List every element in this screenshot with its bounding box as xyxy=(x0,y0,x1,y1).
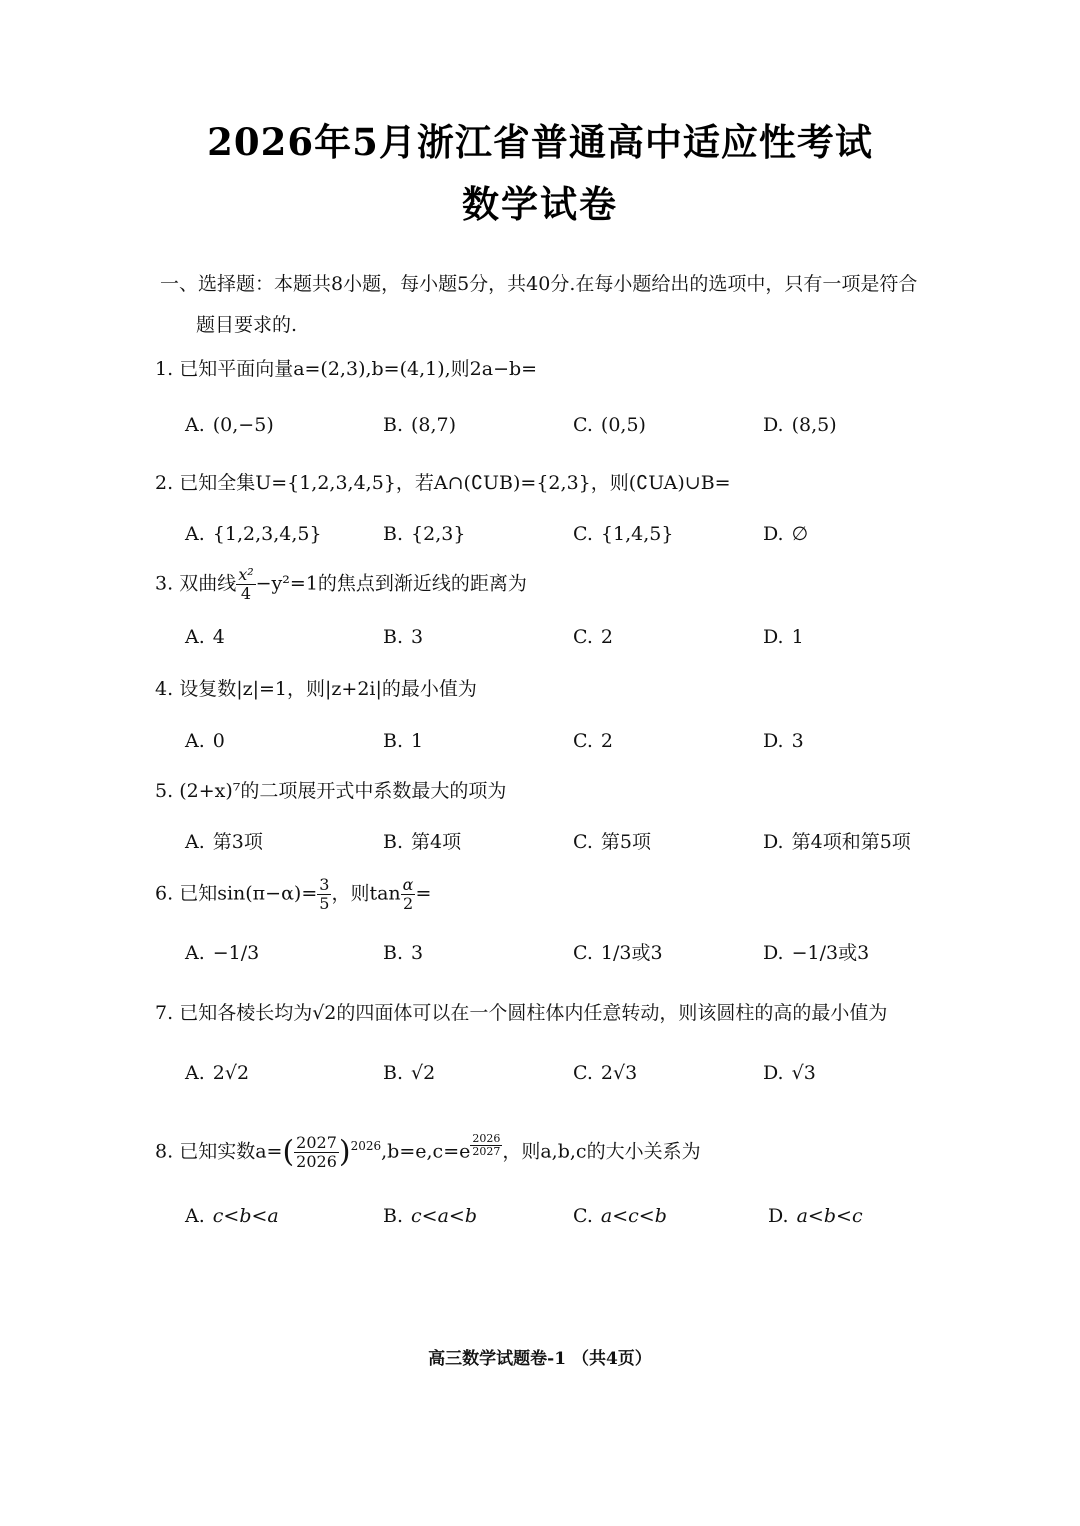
question-stem: 设复数|z|=1，则|z+2i|的最小值为 xyxy=(179,678,477,700)
option-a[interactable]: A. c<b<a xyxy=(185,1205,279,1227)
option-a[interactable]: A. {1,2,3,4,5} xyxy=(185,523,322,545)
question-stem: (2+x)⁷的二项展开式中系数最大的项为 xyxy=(179,780,507,802)
question-2-options xyxy=(0,519,1080,559)
question-number: 4. xyxy=(155,678,174,700)
question-6: 6. 已知sin(π−α)= $\frac{3}{5}$ ，则tan $\frac{\alpha}{2}$ = xyxy=(155,875,432,913)
question-number: 2. xyxy=(155,472,174,494)
question-number: 1. xyxy=(155,358,174,380)
question-5-options xyxy=(0,827,1080,867)
section-heading xyxy=(160,264,950,346)
question-number: 6. xyxy=(155,882,174,905)
question-number: 7. xyxy=(155,1002,174,1024)
section-line-2: 题目要求的. xyxy=(196,314,298,336)
option-d[interactable]: D. (8,5) xyxy=(763,414,837,436)
option-a[interactable]: A. 第3项 xyxy=(185,831,263,853)
question-4-options xyxy=(0,726,1080,766)
question-4 xyxy=(155,674,1005,704)
option-a[interactable]: A. (0,−5) xyxy=(185,414,274,436)
question-7 xyxy=(155,998,1005,1028)
option-a[interactable]: A. −1/3 xyxy=(185,942,260,964)
question-stem: 已知全集U={1,2,3,4,5}，若A∩(∁UB)={2,3}，则(∁UA)∪B= xyxy=(179,472,731,494)
question-number: 5. xyxy=(155,780,174,802)
exam-subtitle: 数学试卷 xyxy=(462,182,618,226)
option-d[interactable]: D. 第4项和第5项 xyxy=(763,831,911,853)
option-c[interactable]: C. 2√3 xyxy=(573,1062,638,1084)
option-c[interactable]: C. 第5项 xyxy=(573,831,651,853)
question-7-options xyxy=(0,1058,1080,1098)
option-d[interactable]: D. 3 xyxy=(763,730,804,752)
exam-title: 2026年5月浙江省普通高中适应性考试 xyxy=(207,120,873,164)
option-b[interactable]: B. 1 xyxy=(383,730,424,752)
fraction: $\frac{\alpha}{2}$ xyxy=(402,875,414,913)
question-1-options xyxy=(0,410,1080,450)
question-2 xyxy=(155,468,1005,498)
option-c[interactable]: C. a<c<b xyxy=(573,1205,667,1227)
option-a[interactable]: A. 4 xyxy=(185,626,225,648)
option-d[interactable]: D. a<b<c xyxy=(768,1205,863,1227)
fraction: $\frac{2027}{2026}$ xyxy=(296,1132,337,1171)
question-number: 3. xyxy=(155,572,174,595)
question-6-options xyxy=(0,938,1080,978)
question-stem: 已知平面向量a=(2,3),b=(4,1),则2a−b= xyxy=(179,358,538,380)
option-c[interactable]: C. 1/3或3 xyxy=(573,942,663,964)
fraction: $\frac{\text{x²}}{4}$ xyxy=(238,565,254,603)
question-8: 8. 已知实数a=( $\frac{2027}{2026}$ )$^{2026}$,b=e,c=e $^{\frac{2026}{2027}}$ ，则a,b,c的大小关系为 xyxy=(155,1132,701,1171)
option-c[interactable]: C. 2 xyxy=(573,626,613,648)
option-d[interactable]: D. √3 xyxy=(763,1062,816,1084)
option-b[interactable]: B. {2,3} xyxy=(383,523,466,545)
option-b[interactable]: B. (8,7) xyxy=(383,414,457,436)
option-c[interactable]: C. {1,4,5} xyxy=(573,523,674,545)
question-stem: 已知各棱长均为√2的四面体可以在一个圆柱体内任意转动，则该圆柱的高的最小值为 xyxy=(179,1002,888,1024)
option-b[interactable]: B. 3 xyxy=(383,942,424,964)
option-a[interactable]: A. 2√2 xyxy=(185,1062,250,1084)
option-b[interactable]: B. c<a<b xyxy=(383,1205,477,1227)
question-8-options xyxy=(0,1201,1080,1241)
option-d[interactable]: D. 1 xyxy=(763,626,804,648)
fraction: $\frac{3}{5}$ xyxy=(319,875,330,913)
page-footer: 高三数学试题卷-1 （共4页） xyxy=(428,1349,652,1369)
left-paren: ( xyxy=(282,1134,295,1170)
option-c[interactable]: C. (0,5) xyxy=(573,414,646,436)
question-3-options xyxy=(0,622,1080,662)
question-5 xyxy=(155,776,1005,806)
question-1 xyxy=(155,354,1005,384)
question-number: 8. xyxy=(155,1140,174,1163)
question-3: 3. 双曲线 $\frac{\text{x²}}{4}$ −y²=1的焦点到渐近线的距离为 xyxy=(155,565,527,603)
option-b[interactable]: B. √2 xyxy=(383,1062,436,1084)
option-a[interactable]: A. 0 xyxy=(185,730,225,752)
right-paren: ) xyxy=(338,1134,351,1170)
section-line-1: 一、选择题：本题共8小题，每小题5分，共40分.在每小题给出的选项中，只有一项是符合 xyxy=(160,273,918,295)
option-b[interactable]: B. 第4项 xyxy=(383,831,462,853)
option-d[interactable]: D. ∅ xyxy=(763,523,809,545)
option-c[interactable]: C. 2 xyxy=(573,730,613,752)
option-b[interactable]: B. 3 xyxy=(383,626,424,648)
exponent-fraction: 2026 2027 xyxy=(472,1132,501,1158)
option-d[interactable]: D. −1/3或3 xyxy=(763,942,870,964)
